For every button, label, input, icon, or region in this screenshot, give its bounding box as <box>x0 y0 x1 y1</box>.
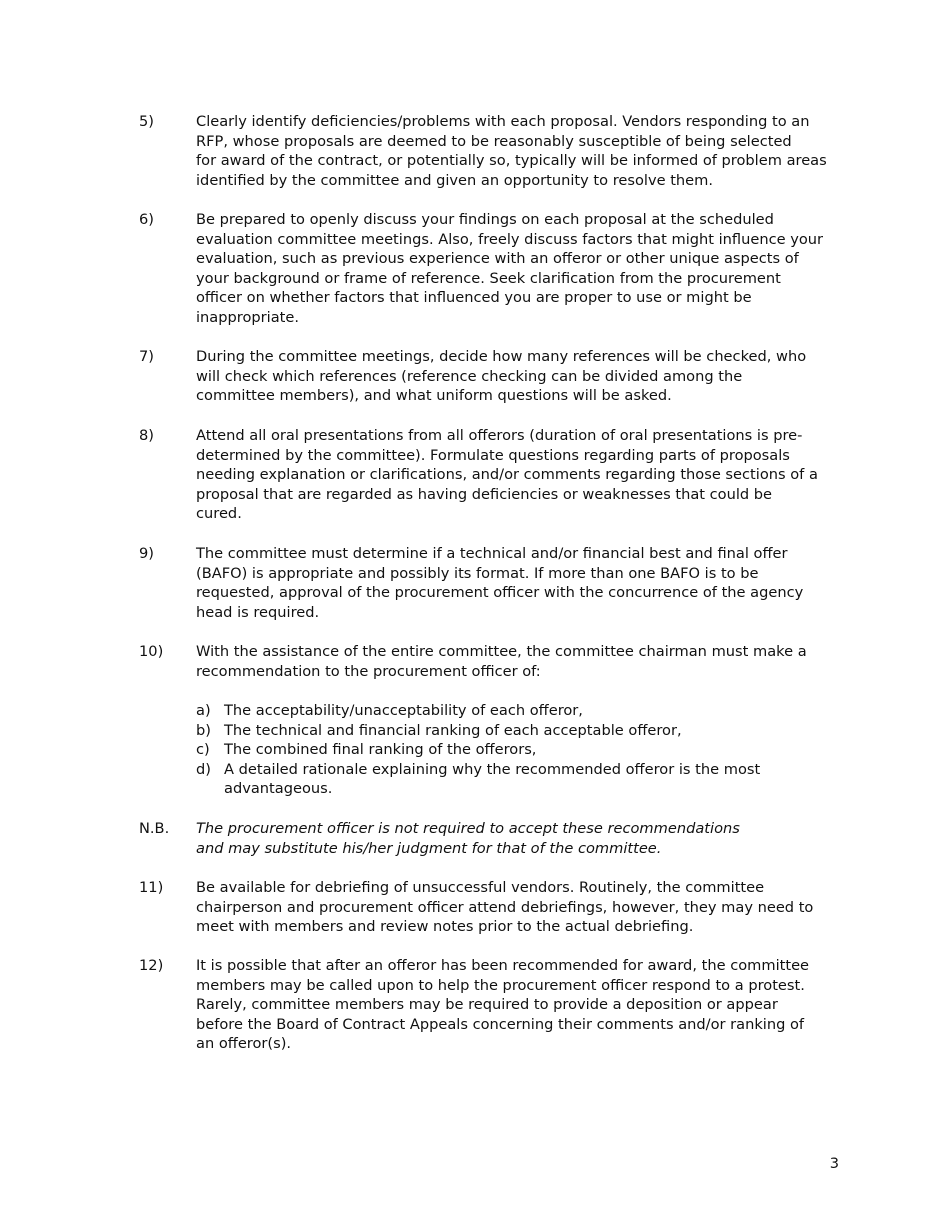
text-line: Be available for debriefing of unsuccessful vendors. Routinely, the committee <box>196 879 765 896</box>
text-line: The acceptability/unacceptability of each offeror, <box>224 702 583 719</box>
text-line: Clearly identify deficiencies/problems with each proposal. Vendors responding to an <box>196 113 810 130</box>
item-number: 12) <box>139 957 164 974</box>
page-number: 3 <box>829 1155 839 1172</box>
sub-item-text <box>224 721 836 741</box>
note-text <box>196 819 854 858</box>
sub-item-label: d) <box>196 760 211 778</box>
text-line: recommendation to the procurement officer of: <box>196 662 541 680</box>
text-line: The committee must determine if a technical and/or financial best and final offer <box>196 545 788 562</box>
text-line: members may be called upon to help the procurement officer respond to a protest. <box>196 976 805 994</box>
text-line: evaluation committee meetings. Also, freely discuss factors that might influence your <box>196 230 824 248</box>
text-line: your background or frame of reference. Seek clarification from the procurement <box>196 269 781 287</box>
text-line: an offeror(s). <box>196 1035 292 1053</box>
text-line: The procurement officer is not required to accept these recommendations <box>196 820 740 837</box>
text-line: determined by the committee). Formulate questions regarding parts of proposals <box>196 446 790 464</box>
item-number: 9) <box>139 545 154 562</box>
sub-list <box>139 701 854 799</box>
sub-item-text <box>224 740 836 760</box>
list-item-8 <box>139 426 854 524</box>
item-number: 6) <box>139 211 154 228</box>
text-line: chairperson and procurement officer attend debriefings, however, they may need to <box>196 898 814 916</box>
text-line: requested, approval of the procurement officer with the concurrence of the agency <box>196 584 804 602</box>
text-line: A detailed rationale explaining why the recommended offeror is the most <box>224 760 761 778</box>
item-number: 7) <box>139 348 154 365</box>
list-item-9 <box>139 544 854 622</box>
text-line: It is possible that after an offeror has been recommended for award, the committee <box>196 957 810 974</box>
text-line: With the assistance of the entire committee, the committee chairman must make a <box>196 643 807 660</box>
text-line: will check which references (reference checking can be divided among the <box>196 367 743 385</box>
item-text <box>196 426 854 524</box>
list-item-11 <box>139 878 854 937</box>
text-line: The technical and financial ranking of each acceptable offeror, <box>224 721 682 739</box>
text-line: head is required. <box>196 603 320 621</box>
note-label: N.B. <box>139 820 170 837</box>
text-line: identified by the committee and given an opportunity to resolve them. <box>196 171 714 189</box>
text-line: Attend all oral presentations from all offerors (duration of oral presentations is pre- <box>196 427 803 444</box>
item-text <box>196 956 854 1054</box>
sub-item-text <box>224 701 836 721</box>
text-line: evaluation, such as previous experience with an offeror or other unique aspects of <box>196 250 799 268</box>
sub-list-item-b <box>196 721 836 741</box>
text-line: The combined final ranking of the offerors, <box>224 741 537 759</box>
text-line: (BAFO) is appropriate and possibly its format. If more than one BAFO is to be <box>196 564 759 582</box>
text-line: Be prepared to openly discuss your findings on each proposal at the scheduled <box>196 211 774 228</box>
nota-bene-note <box>139 819 854 858</box>
list-item-5 <box>139 112 854 190</box>
item-text <box>196 878 854 937</box>
item-number: 8) <box>139 427 154 444</box>
list-item-6 <box>139 210 854 328</box>
text-line: Rarely, committee members may be required to provide a deposition or appear <box>196 996 778 1014</box>
text-line: meet with members and review notes prior to the actual debriefing. <box>196 918 694 936</box>
text-line: before the Board of Contract Appeals concerning their comments and/or ranking of <box>196 1015 805 1033</box>
list-item-7 <box>139 347 854 406</box>
sub-item-label: c) <box>196 741 210 759</box>
text-line: inappropriate. <box>196 308 299 326</box>
text-line: for award of the contract, or potentially so, typically will be informed of problem areas <box>196 152 827 170</box>
text-line: advantageous. <box>224 780 333 798</box>
sub-item-label: a) <box>196 702 211 719</box>
text-line: proposal that are regarded as having deficiencies or weaknesses that could be <box>196 485 773 503</box>
item-text <box>196 642 854 681</box>
item-text <box>196 544 854 622</box>
text-line: needing explanation or clarifications, and/or comments regarding those sections of a <box>196 466 818 484</box>
item-text <box>196 112 854 190</box>
item-number: 10) <box>139 643 164 660</box>
text-line: officer on whether factors that influenced you are proper to use or might be <box>196 289 752 307</box>
text-line: During the committee meetings, decide how many references will be checked, who <box>196 348 807 365</box>
text-line: RFP, whose proposals are deemed to be reasonably susceptible of being selected <box>196 132 792 150</box>
text-line: and may substitute his/her judgment for that of the committee. <box>196 839 662 857</box>
sub-list-item-c <box>196 740 836 760</box>
sub-list-item-d <box>196 760 836 799</box>
sub-item-label: b) <box>196 721 211 739</box>
item-number: 5) <box>139 113 154 130</box>
list-item-12 <box>139 956 854 1054</box>
item-text <box>196 210 854 328</box>
sub-item-text <box>224 760 836 799</box>
text-line: cured. <box>196 505 242 523</box>
sub-list-item-a <box>196 701 836 721</box>
item-number: 11) <box>139 879 164 896</box>
text-line: committee members), and what uniform questions will be asked. <box>196 387 672 405</box>
item-text <box>196 347 854 406</box>
list-item-10 <box>139 642 854 681</box>
